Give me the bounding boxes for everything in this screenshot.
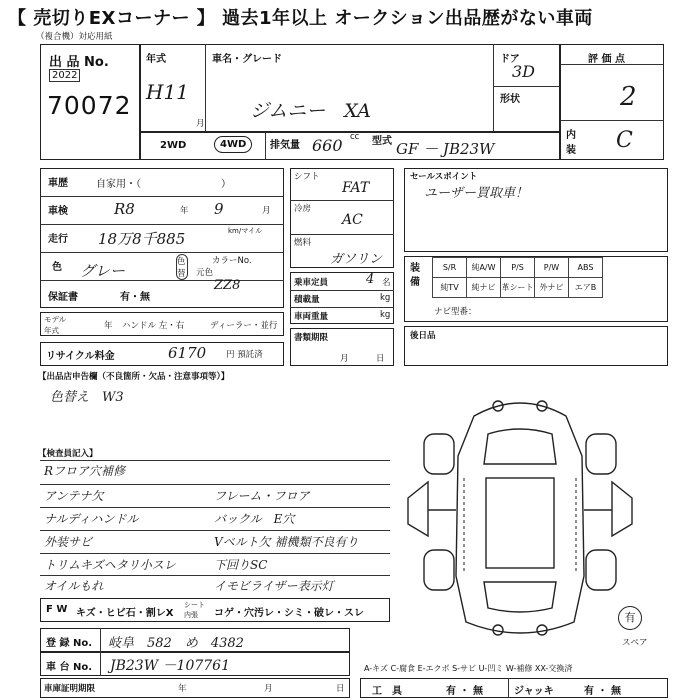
ac-label: 冷房 xyxy=(294,204,312,214)
divider xyxy=(40,530,390,531)
remarks-box xyxy=(404,326,668,366)
fuel-label: 燃料 xyxy=(294,238,312,248)
registration-label: 書類期限 xyxy=(294,333,329,343)
inspector-note-right: バックル E穴 xyxy=(214,512,295,526)
equip-airbag: エアB xyxy=(569,278,603,298)
divider xyxy=(100,628,101,652)
divider xyxy=(40,507,390,508)
inspector-note-right: イモビライザー表示灯 xyxy=(214,579,334,593)
registration-month-unit: 月 xyxy=(340,354,349,364)
mileage-label: 走行 xyxy=(48,234,68,245)
lot-year-tag: 2022 xyxy=(49,69,80,82)
divider xyxy=(265,132,266,160)
inspector-note: オイルもれ xyxy=(44,579,104,593)
cert-label: 車庫証明期限 xyxy=(44,684,96,694)
inspector-note-right: Vベルト欠 補機類不良有り xyxy=(214,535,359,549)
equipment-label: 装備 xyxy=(410,263,420,288)
recycle-unit: 円 預託済 xyxy=(226,350,263,360)
divider xyxy=(493,86,560,87)
displacement-label: 排気量 xyxy=(270,140,300,151)
model-value: GF － JB23W xyxy=(396,140,495,158)
seller-notes-label: 【出品店申告欄（不良箇所・欠品・注意事項等）】 xyxy=(38,372,230,382)
warranty-value: 有・無 xyxy=(120,292,150,303)
seller-notes-value: 色替え W3 xyxy=(50,390,124,405)
divider xyxy=(40,460,390,461)
mileage-unit: km/マイル xyxy=(228,227,263,235)
year-value: H11 xyxy=(146,80,189,104)
door-label: ドア xyxy=(500,54,520,65)
divider xyxy=(40,196,284,197)
lot-number: 70072 xyxy=(47,91,132,120)
door-value: 3D xyxy=(512,62,536,81)
divider xyxy=(205,44,206,132)
lot-label: 出 品 No. xyxy=(49,55,109,70)
equip-sunroof: S/R xyxy=(433,258,467,278)
color-change-label: 色替 xyxy=(176,254,188,280)
equip-power-steering: P/S xyxy=(501,258,535,278)
equip-power-windows: P/W xyxy=(535,258,569,278)
inspector-note-right: フレーム・フロア xyxy=(214,489,310,503)
inspector-notes-label: 【検査員記入】 xyxy=(38,449,98,459)
divider xyxy=(40,553,390,554)
mileage-value: 18万8千885 xyxy=(98,230,186,248)
inspection-month-unit: 月 xyxy=(262,206,271,216)
model-year-label: モデル年式 xyxy=(44,315,67,335)
divider xyxy=(40,484,390,485)
score-label: 評 価 点 xyxy=(588,54,625,65)
plate-value: 岐阜 582 め 4382 xyxy=(108,636,244,651)
fw-text: キズ・ヒビ石・割レX xyxy=(76,608,174,619)
fw-label: F W xyxy=(46,604,68,615)
inspector-note: Rフロア穴補修 xyxy=(44,464,126,478)
warranty-label: 保証書 xyxy=(48,292,78,303)
shift-label: シフト xyxy=(294,172,320,182)
year-month-unit: 月 xyxy=(196,119,205,129)
jack-value: 有 ・ 無 xyxy=(584,686,621,697)
inspector-note: ナルディハンドル xyxy=(44,512,139,526)
name-label: 車名・グレード xyxy=(212,54,282,65)
drive-4wd: 4WD xyxy=(214,136,252,153)
car-name-value: ジムニー XA xyxy=(250,100,371,122)
history-label: 車歴 xyxy=(48,178,68,189)
jack-label: ジャッキ xyxy=(514,686,554,697)
chassis-value: JB23W －107761 xyxy=(110,658,230,674)
displacement-value: 660 xyxy=(312,136,343,155)
divider xyxy=(560,120,664,121)
inspector-note: トリムキズヘタリ小スレ xyxy=(44,558,176,572)
cert-year-unit: 年 xyxy=(178,684,187,694)
equip-abs: ABS xyxy=(569,258,603,278)
divider xyxy=(40,280,284,281)
tools-label: 工 具 xyxy=(372,686,402,697)
divider xyxy=(508,678,509,698)
divider xyxy=(40,224,284,225)
cert-day-unit: 日 xyxy=(336,684,345,694)
inspection-month-value: 9 xyxy=(214,200,224,218)
history-value: 自家用・（ ） xyxy=(96,179,231,190)
color-original-label: 元色 xyxy=(196,268,214,278)
inspection-year-unit: 年 xyxy=(180,206,189,216)
color-value: グレー xyxy=(80,262,126,280)
car-damage-diagram xyxy=(404,386,636,650)
divider xyxy=(100,652,101,676)
inspector-note-right: 下回りSC xyxy=(214,558,268,572)
weight-label: 車両重量 xyxy=(294,312,329,322)
color-code-label: カラーNo. xyxy=(212,256,252,266)
inspector-note: アンテナ欠 xyxy=(44,489,104,503)
spare-label: スペア xyxy=(622,638,648,648)
equip-navi: 純ナビ xyxy=(467,278,501,298)
plate-label: 登 録 No. xyxy=(46,638,93,649)
divider xyxy=(290,234,394,235)
equip-tv: 純TV xyxy=(433,278,467,298)
capacity-unit: 名 xyxy=(382,278,391,288)
capacity-value: 4 xyxy=(366,272,375,287)
cert-month-unit: 月 xyxy=(264,684,273,694)
seat-text: コゲ・穴汚レ・シミ・破レ・スレ xyxy=(214,608,364,619)
inspection-label: 車検 xyxy=(48,206,68,217)
recycle-label: リサイクル料金 xyxy=(46,351,115,362)
load-unit: kg xyxy=(380,293,391,303)
dealer-option: ディーラー・並行 xyxy=(210,321,278,331)
seat-label: シート内張 xyxy=(184,601,205,619)
banner-title: 【 売切りEXコーナー 】 過去1年以上 オークション出品歴がない車両 xyxy=(0,0,700,30)
score-value: 2 xyxy=(620,82,637,112)
divider xyxy=(290,290,394,291)
divider xyxy=(40,252,284,253)
navi-model-label: ナビ型番： xyxy=(434,307,477,317)
equip-leather: 革シート xyxy=(501,278,535,298)
divider xyxy=(290,307,394,308)
sales-point-value: ユーザー買取車！ xyxy=(424,186,529,201)
form-note: （複合機）対応用紙 xyxy=(36,32,113,42)
recycle-value: 6170 xyxy=(168,344,207,362)
interior-label: 内装 xyxy=(566,130,576,156)
drive-2wd: 2WD xyxy=(160,140,187,151)
capacity-label: 乗車定員 xyxy=(294,278,329,288)
year-label: 年式 xyxy=(146,54,166,65)
damage-legend: A-キズ C-腐食 E-エクボ S-サビ U-凹ミ W-補修 XX-交換済 xyxy=(364,664,573,673)
shift-value: FAT xyxy=(342,180,370,196)
shape-label: 形状 xyxy=(500,94,520,105)
lot-box xyxy=(40,44,140,160)
equipment-table xyxy=(432,257,603,298)
chassis-label: 車 台 No. xyxy=(46,662,93,673)
spare-mark: 有 xyxy=(618,606,642,630)
equip-external-navi: 外ナビ xyxy=(535,278,569,298)
ac-value: AC xyxy=(342,212,363,228)
inspector-note: 外装サビ xyxy=(44,535,93,549)
tools-value: 有 ・ 無 xyxy=(446,686,483,697)
inspection-year-value: R8 xyxy=(114,200,135,218)
color-label: 色 xyxy=(52,262,62,273)
model-label: 型式 xyxy=(372,136,392,147)
model-year-unit: 年 xyxy=(104,321,113,331)
registration-day-unit: 日 xyxy=(376,354,385,364)
color-code-value: ZZ8 xyxy=(214,278,241,293)
divider xyxy=(493,44,494,132)
interior-value: C xyxy=(616,128,633,153)
divider xyxy=(290,200,394,201)
handle-option: ハンドル 左・右 xyxy=(122,321,185,331)
load-label: 積載量 xyxy=(294,295,320,305)
divider xyxy=(40,575,390,576)
equip-alloy-wheels: 純A/W xyxy=(467,258,501,278)
sales-point-label: セールスポイント xyxy=(410,172,478,182)
weight-unit: kg xyxy=(380,310,391,320)
displacement-unit: cc xyxy=(350,132,360,142)
remarks-label: 後日品 xyxy=(410,331,436,341)
fuel-value: ガソリン xyxy=(330,252,383,267)
